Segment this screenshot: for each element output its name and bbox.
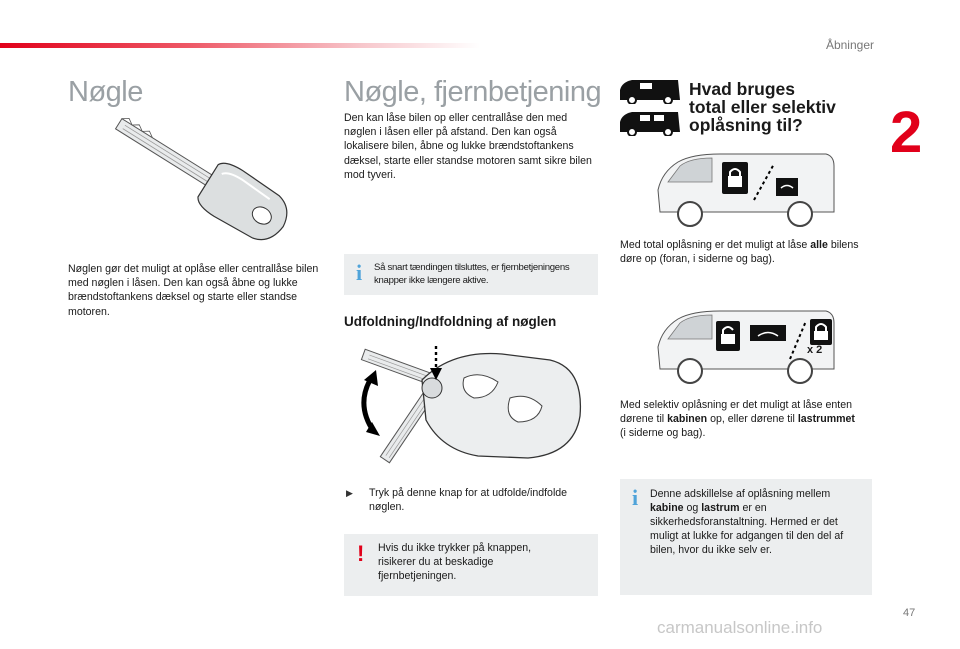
section-name: Åbninger	[825, 38, 874, 52]
fold-instruction-text: Tryk på denne knap for at udfolde/indfolde nøglen.	[369, 487, 568, 513]
unlock-title-3: oplåsning til?	[689, 115, 803, 135]
key-title: Nøgle	[68, 76, 143, 108]
remote-fold-illustration	[352, 340, 597, 470]
remote-warning-text: Hvis du ikke trykker på knappen, risikerer du at beskadige fjernbetjeningen.	[378, 542, 532, 582]
bullet-arrow-icon: ▶	[346, 488, 353, 498]
unlock-info-text: Denne adskillelse af oplåsning mellem kabine og lastrum er en sikkerhedsforanstaltning. Hermed er det muligt at lukke for adgangen til den del af bilen, hvor du ikke selv er.	[650, 488, 844, 556]
key-illustration	[96, 110, 296, 260]
page-number: 47	[903, 607, 916, 619]
warning-icon: !	[357, 541, 365, 566]
unlock-info-box	[620, 479, 872, 595]
fold-instruction	[346, 486, 602, 516]
remote-info-text: Så snart tændingen tilsluttes, er fjernbetjeningens knapper ikke længere aktive.	[374, 262, 570, 286]
unlock-title-2: total eller selektiv	[689, 97, 836, 117]
header-accent-bar	[0, 43, 480, 48]
x2-badge: x 2	[807, 344, 823, 356]
watermark-text: carmanualsonline.info	[657, 618, 823, 637]
total-unlock-description: Med total oplåsning er det muligt at låse alle bilens døre op (foran, i siderne og bag).	[620, 239, 859, 266]
info-icon: i	[632, 485, 639, 510]
unlock-title-1: Hvad bruges	[689, 79, 795, 99]
fold-title: Udfoldning/Indfoldning af nøglen	[344, 314, 557, 329]
remote-title: Nøgle, fjernbetjening	[344, 76, 602, 108]
remote-description: Den kan låse bilen op eller centrallåse den med nøglen i låsen eller på afstand. Den kan også lokalisere bilen, åbne og lukke brændstoftankens dæksel, starte eller standse motoren samt sikre bilen mod tyveri.	[344, 112, 592, 181]
chapter-number: 2	[890, 100, 923, 165]
info-icon: i	[356, 260, 363, 285]
van-total-unlock-illustration	[650, 150, 840, 230]
remote-warning-box	[344, 534, 598, 596]
van-long-icon	[618, 78, 682, 104]
selective-unlock-description: Med selektiv oplåsning er det muligt at låse enten dørene til kabinen op, eller dørene til lastrummet (i siderne og bag).	[620, 399, 855, 440]
key-description: Nøglen gør det muligt at oplåse eller centrallåse bilen med nøglen i låsen. Den kan også åbne og lukke brændstoftankens dæksel og starte eller standse motoren.	[68, 263, 319, 318]
remote-info-box	[344, 254, 598, 295]
van-short-icon	[618, 110, 682, 136]
